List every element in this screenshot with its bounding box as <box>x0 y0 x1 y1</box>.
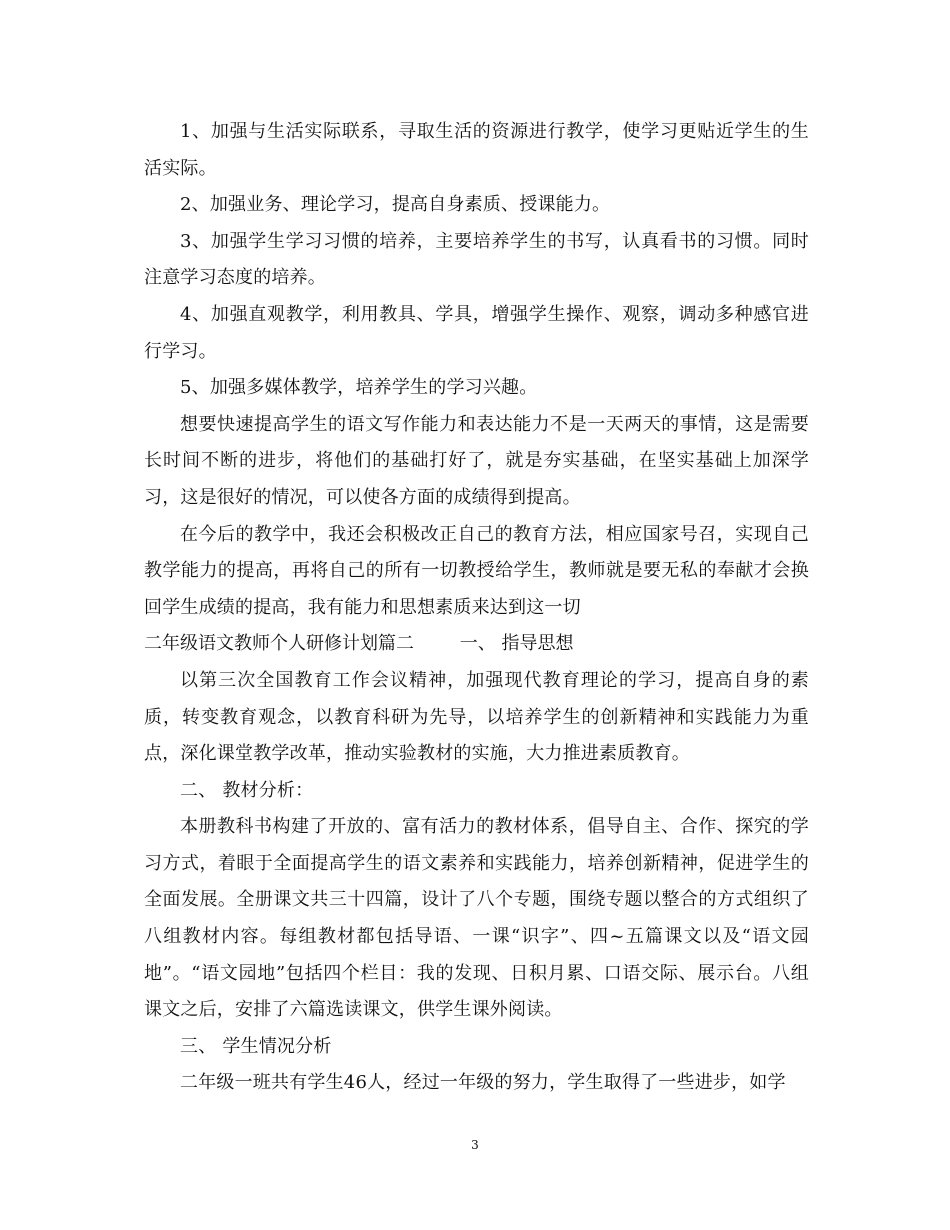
section-heading-guiding: 一、 指导思想 <box>459 633 574 655</box>
section-title-line <box>144 626 809 663</box>
section-title: 二年级语文教师个人研修计划篇二 <box>144 633 414 655</box>
heading-materials: 二、 教材分析： <box>180 779 314 801</box>
paragraph-2: 2、加强业务、理论学习，提高自身素质、授课能力。 <box>180 194 611 216</box>
paragraph-5: 5、加强多媒体教学，培养学生的学习兴趣。 <box>180 377 538 399</box>
materials-paragraph: 本册教科书构建了开放的、富有活力的教材体系，倡导自主、合作、探究的学习方式，着眼于全面提高学生的语文素养和实践能力，培养创新精神，促进学生的全面发展。全册课文共三十四篇，设计了八个专题，围绕专题以整合的方式组织了八组教材内容。每组教材都包括导语、一课“识字”、四~五篇课文以及“语文园地”。“语文园地”包括四个栏目：我的发现、日积月累、口语交际、展示台。八组课文之后，安排了六篇选读课文，供学生课外阅读。 <box>144 816 809 1021</box>
paragraph-1: 1、加强与生活实际联系，寻取生活的资源进行教学，使学习更贴近学生的生活实际。 <box>144 121 809 179</box>
paragraph-6: 想要快速提高学生的语文写作能力和表达能力不是一天两天的事情，这是需要长时间不断的进步，将他们的基础打好了，就是夯实基础，在坚实基础上加深学习，这是很好的情况，可以使各方面的成绩得到提高。 <box>144 413 809 508</box>
guiding-paragraph: 以第三次全国教育工作会议精神，加强现代教育理论的学习，提高自身的素质，转变教育观念，以教育科研为先导，以培养学生的创新精神和实践能力为重点，深化课堂教学改革，推动实验教材的实施，大力推进素质教育。 <box>144 669 809 765</box>
paragraph-4: 4、加强直观教学，利用教具、学具，增强学生操作、观察，调动多种感官进行学习。 <box>144 303 809 362</box>
paragraph-7: 在今后的教学中，我还会积极改正自己的教育方法，相应国家号召，实现自己教学能力的提高，再将自己的所有一切教授给学生，教师就是要无私的奉献才会换回学生成绩的提高，我有能力和思想素质来达到这一切 <box>144 523 809 618</box>
page-content <box>144 114 809 1102</box>
students-paragraph: 二年级一班共有学生46人，经过一年级的努力，学生取得了一些进步，如学 <box>180 1072 786 1094</box>
paragraph-3: 3、加强学生学习习惯的培养，主要培养学生的书写，认真看书的习惯。同时注意学习态度的培养。 <box>144 230 809 289</box>
heading-students: 三、 学生情况分析 <box>180 1035 332 1057</box>
page-number: 3 <box>471 1138 479 1152</box>
